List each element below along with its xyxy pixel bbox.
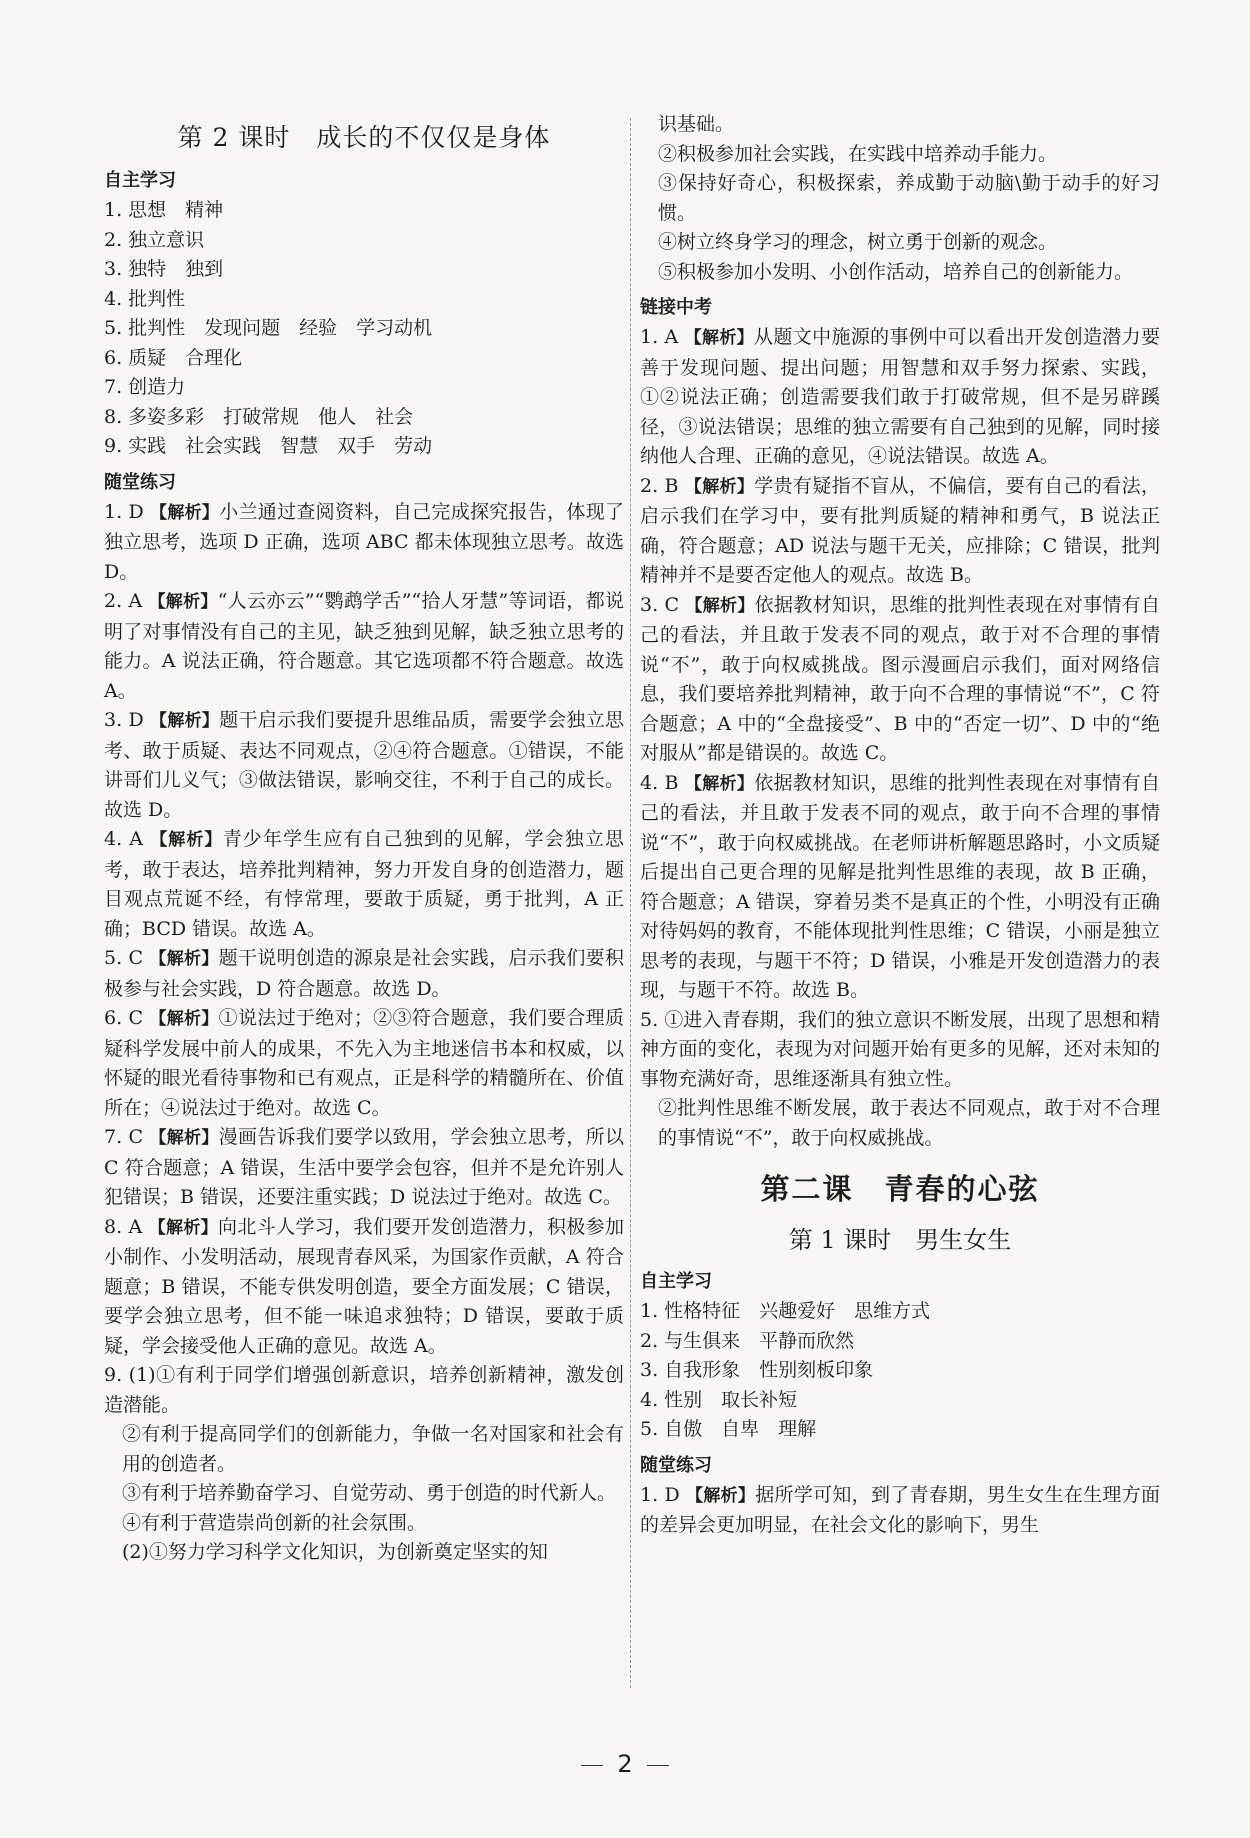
analysis-tag: 【解析】: [149, 949, 219, 969]
answer-item: [104, 1004, 624, 1123]
answer-text: 小兰通过查阅资料，自己完成探究报告，体现了独立思考，选项 D 正确，选项 ABC 都未体现独立思考。故选 D。: [104, 500, 625, 583]
section-title-practice: 随堂练习: [640, 1454, 712, 1476]
list-item: 5. 批判性 发现问题 经验 学习动机: [104, 317, 433, 339]
answer-head: 1. A: [640, 326, 679, 348]
answer-text: 依据教材知识，思维的批判性表现在对事情有自己的看法，并且敢于发表不同的观点，敢于向不合理的事情说“不”，敢于向权威挑战。在老师讲析解题思路时，小文质疑后提出自己更合理的见解是批判性思维的表现，故 B 正确，符合题意；A 错误，穿着另类不是真正的个性，小明没有正确对待妈妈的教育，不能体现批判性思维；C 错误，小丽是独立思考的表现，与题干不符；D 错误，小雅是开发创造潜力的表现，与题干不符。故选 B。: [640, 771, 1160, 1001]
list-item: 3. 独特 独到: [104, 258, 224, 280]
answer-item: [640, 1481, 1160, 1541]
answer-paragraph: ②有利于提高同学们的创新能力，争做一名对国家和社会有用的创造者。: [122, 1423, 624, 1475]
answer-text: 依据教材知识，思维的批判性表现在对事情有自己的看法，并且敢于发表不同的观点，敢于对不合理的事情说“不”，敢于向权威挑战。图示漫画启示我们，面对网络信息，我们要培养批判精神，敢于向不合理的事情说“不”，C 符合题意；A 中的“全盘接受”、B 中的“否定一切”、D 中的“绝对服从”都是错误的。故选 C。: [640, 593, 1160, 764]
list-item: 8. 多姿多彩 打破常规 他人 社会: [104, 405, 414, 428]
answer-item: [640, 591, 1160, 769]
answer-paragraph: ⑤积极参加小发明、小创作活动，培养自己的创新能力。: [658, 260, 1134, 283]
analysis-tag: 【解析】: [150, 502, 220, 523]
answer-item: [104, 944, 624, 1004]
answer-item: [640, 769, 1160, 1006]
answer-head: 2. A: [104, 590, 143, 612]
answer-head: 4. A: [104, 828, 144, 850]
analysis-tag: 【解析】: [684, 476, 755, 497]
answer-paragraph: (2)①努力学习科学文化知识，为创新奠定坚实的知: [122, 1541, 548, 1563]
section-title-practice: 随堂练习: [104, 471, 176, 493]
answer-text: 据所学可知，到了青春期，男生女生在生理方面的差异会更加明显，在社会文化的影响下，男生: [640, 1483, 1161, 1536]
answer-text: ①说法过于绝对；②③符合题意，我们要合理质疑科学发展中前人的成果，不先入为主地迷信书本和权威，以怀疑的眼光看待事物和已有观点，正是科学的精髓所在、价值所在；④说法过于绝对。故选 C。: [104, 1007, 624, 1119]
answer-head: 3. C: [640, 593, 680, 616]
answer-head: 1. D: [104, 500, 144, 523]
answer-item: [104, 1123, 624, 1213]
answer-text: 向北斗人学习，我们要开发创造潜力，积极参加小制作、小发明活动，展现青春风采，为国家作贡献，A 符合题意；B 错误，不能专供发明创造，要全方面发展；C 错误，要学会独立思考，但不能一味追求独特；D 错误，要敢于质疑，学会接受他人正确的意见。故选 A。: [104, 1215, 625, 1357]
analysis-tag: 【解析】: [684, 773, 755, 794]
answer-item: [104, 706, 624, 825]
answer-head: 3. D: [104, 709, 144, 731]
answer-text: 学贵有疑指不盲从，不偏信，要有自己的看法，启示我们在学习中，要有批判质疑的精神和勇气，B 说法正确，符合题意；AD 说法与题干无关，应排除；C 错误，批判精神并不是要否定他人的观点。故选 B。: [640, 474, 1160, 586]
answer-paragraph: ③保持好奇心，积极探索，养成勤于动脑\勤于动手的好习惯。: [658, 172, 1160, 224]
section-title-self-study: 自主学习: [104, 170, 176, 191]
answer-text: 漫画告诉我们要学以致用，学会独立思考，所以 C 符合题意；A 错误，生活中要学会包容，但并不是允许别人犯错误；B 错误，还要注重实践；D 说法过于绝对。故选 C。: [104, 1126, 624, 1208]
answer-head: 7. C: [104, 1126, 144, 1148]
analysis-tag: 【解析】: [150, 711, 220, 731]
answer-text: 题干启示我们要提升思维品质，需要学会独立思考、敢于质疑、表达不同观点，②④符合题意。①错误，不能讲哥们儿义气；③做法错误，影响交往，不利于自己的成长。故选 D。: [104, 709, 625, 821]
analysis-tag: 【解析】: [686, 1485, 756, 1506]
answer-item: [104, 825, 624, 944]
column-divider: [630, 118, 631, 1688]
left-column: [104, 118, 624, 1568]
answer-paragraph: 识基础。: [658, 113, 735, 135]
analysis-tag: 【解析】: [148, 1217, 219, 1238]
section-title-self-study: 自主学习: [640, 1271, 712, 1292]
answer-head: 6. C: [104, 1007, 144, 1029]
answer-text: “人云亦云”“鹦鹉学舌”“拾人牙慧”等词语，都说明了对事情没有自己的主见，缺乏独到见解，缺乏独立思考的能力。A 说法正确，符合题意。其它选项都不符合题意。故选 A。: [104, 590, 624, 702]
answer-paragraph: ②批判性思维不断发展，敢于表达不同观点，敢于对不合理的事情说“不”，敢于向权威挑战。: [658, 1097, 1160, 1149]
answer-text: 从题文中施源的事例中可以看出开发创造潜力要善于发现问题、提出问题；用智慧和双手努力探索、实践，①②说法正确；创造需要我们敢于打破常规，但不是另辟蹊径，③说法错误；思维的独立需要有自己独到的见解，同时接纳他人合理、正确的意见，④说法错误。故选 A。: [640, 326, 1161, 467]
list-item: 2. 与生俱来 平静而欣然: [640, 1329, 855, 1352]
analysis-tag: 【解析】: [685, 595, 755, 616]
section-title-exam: 链接中考: [640, 297, 712, 318]
lesson-title: 第 2 课时 成长的不仅仅是身体: [177, 123, 551, 152]
list-item: 3. 自我形象 性别刻板印象: [640, 1359, 874, 1381]
list-item: 7. 创造力: [104, 376, 186, 398]
list-item: 9. 实践 社会实践 智慧 双手 劳动: [104, 435, 433, 457]
answer-item: [640, 323, 1160, 472]
list-item: 6. 质疑 合理化: [104, 346, 243, 369]
answer-head: 5. C: [104, 947, 144, 969]
list-item: 5. 自傲 自卑 理解: [640, 1418, 817, 1440]
list-item: 1. 性格特征 兴趣爱好 思维方式: [640, 1300, 931, 1322]
analysis-tag: 【解析】: [149, 1009, 219, 1029]
list-item: 4. 批判性: [104, 287, 186, 310]
page-number: [0, 1750, 1250, 1778]
list-item: 1. 思想 精神: [104, 199, 224, 221]
answer-text: 青少年学生应有自己独到的见解，学会独立思考，敢于表达，培养批判精神，努力开发自身的创造潜力，题目观点荒诞不经，有悖常理，要敢于质疑，勇于批判，A 正确；BCD 错误。故选 A。: [104, 828, 625, 940]
unit-title: 第二课 青春的心弦: [760, 1172, 1040, 1206]
right-column: [640, 110, 1160, 1541]
answer-paragraph: ③有利于培养勤奋学习、自觉劳动、勇于创造的时代新人。: [122, 1482, 617, 1504]
answer-item-5: 5. ①进入青春期，我们的独立意识不断发展，出现了思想和精神方面的变化，表现为对问题开始有更多的见解，还对未知的事物充满好奇，思维逐渐具有独立性。: [640, 1008, 1160, 1090]
answer-head: 4. B: [640, 771, 679, 794]
answer-item: [640, 472, 1160, 591]
page-number-text: 2: [617, 1750, 633, 1778]
answer-item: [104, 1213, 624, 1362]
answer-paragraph: ②积极参加社会实践，在实践中培养动手能力。: [658, 142, 1058, 165]
answer-head: 8. A: [104, 1215, 143, 1238]
lesson-subtitle: 第 1 课时 男生女生: [788, 1226, 1012, 1254]
answer-item-9: 9. (1)①有利于同学们增强创新意识，培养创新精神，激发创造潜能。: [104, 1364, 624, 1416]
answer-item: [104, 498, 624, 588]
answer-head: 1. D: [640, 1483, 680, 1506]
analysis-tag: 【解析】: [150, 830, 223, 850]
answer-paragraph: ④树立终身学习的理念，树立勇于创新的观念。: [658, 231, 1058, 253]
answer-text: 题干说明创造的源泉是社会实践，启示我们要积极参与社会实践，D 符合题意。故选 D。: [104, 947, 624, 1000]
list-item: 4. 性别 取长补短: [640, 1388, 798, 1411]
answer-head: 2. B: [640, 474, 679, 497]
answer-paragraph: ④有利于营造崇尚创新的社会氛围。: [122, 1511, 427, 1534]
list-item: 2. 独立意识: [104, 228, 205, 251]
analysis-tag: 【解析】: [684, 328, 755, 348]
answer-item: [104, 587, 624, 706]
analysis-tag: 【解析】: [149, 1128, 219, 1148]
analysis-tag: 【解析】: [148, 592, 218, 612]
